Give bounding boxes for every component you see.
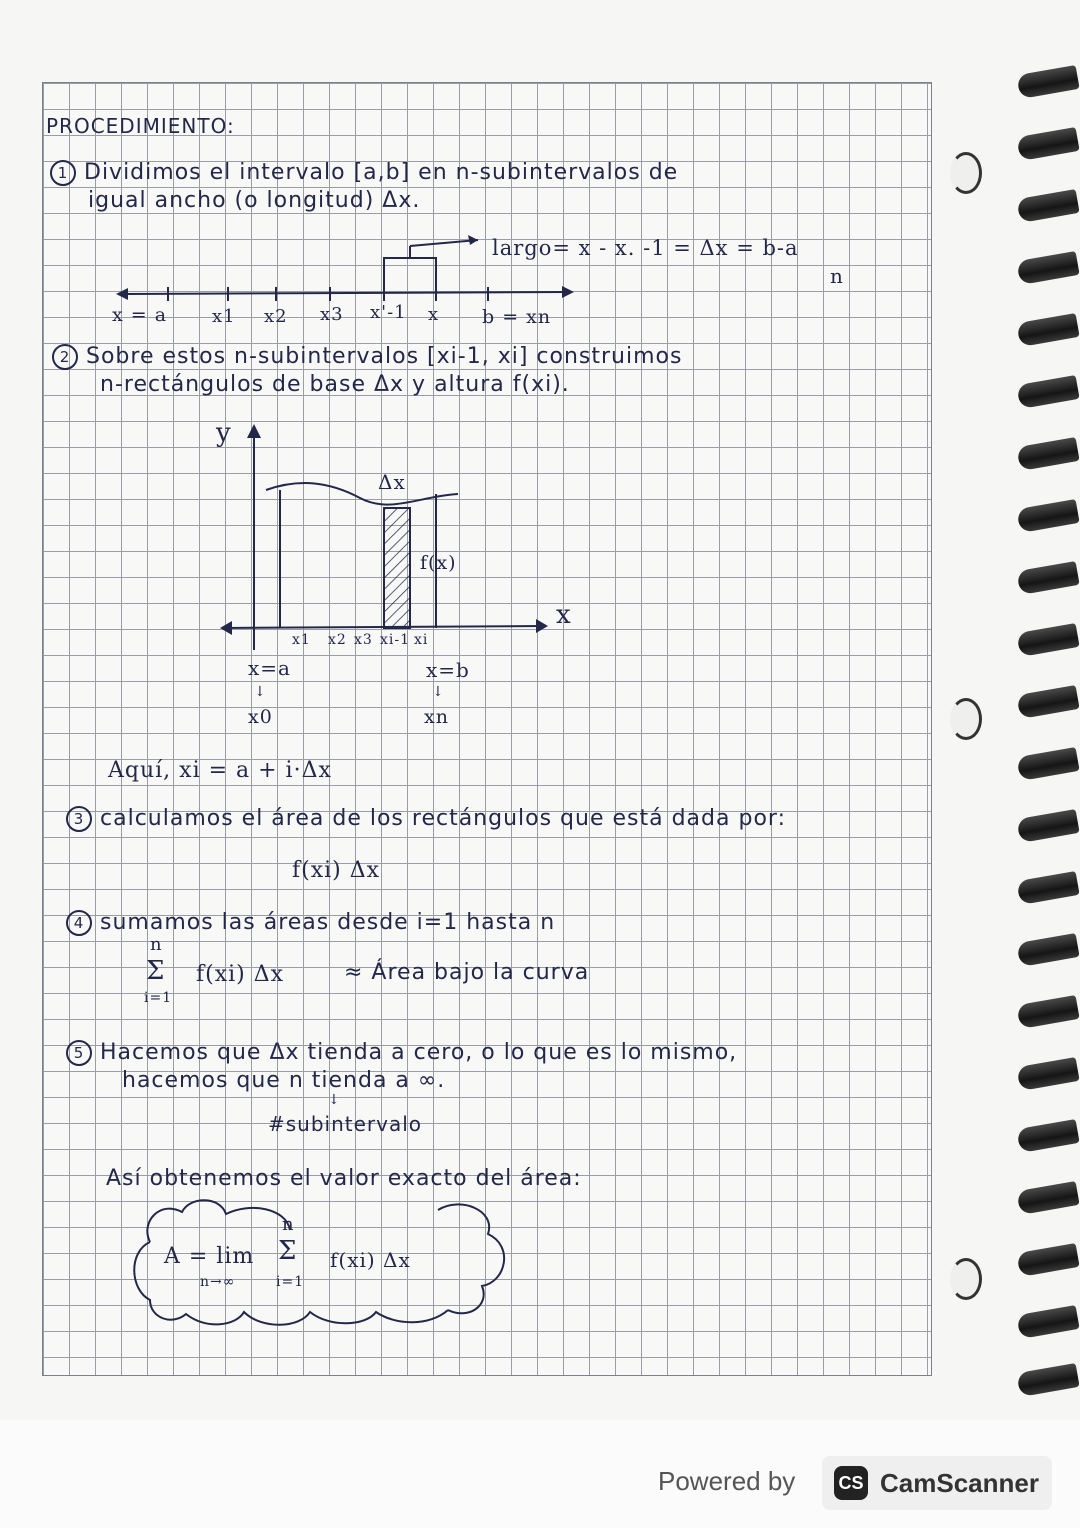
graph-tick-xi: xi xyxy=(414,632,429,648)
axis-label-b: b = xn xyxy=(482,306,552,328)
bracket-arrow xyxy=(410,240,478,246)
subinterval-bracket xyxy=(384,258,436,292)
graph-fx-label: f(x) xyxy=(420,552,457,574)
step4-text: sumamos las áreas desde i=1 hasta n xyxy=(100,910,556,935)
number-line-right-arrow xyxy=(562,286,574,298)
graph-xa: x=a xyxy=(248,656,291,680)
powered-by-text: Powered by xyxy=(658,1466,796,1496)
graph-arrow-b: ↓ xyxy=(432,684,445,700)
graph-tick-x1: x1 xyxy=(292,632,311,648)
step2-line1 xyxy=(52,344,682,370)
step5-text: Hacemos que Δx tienda a cero, o lo que es lo mismo, xyxy=(100,1040,738,1065)
x-axis-left-arrow xyxy=(220,621,232,635)
sum-expression: f(xi) Δx xyxy=(196,962,285,987)
graph-y-label: y xyxy=(216,418,232,448)
axis-label-x1: x1 xyxy=(212,306,236,327)
axis-label-x: x xyxy=(428,304,440,325)
number-line xyxy=(118,292,572,294)
axis-label-x3: x3 xyxy=(320,304,344,325)
graph-x-label: x xyxy=(556,600,572,630)
graph-x0: x0 xyxy=(248,706,273,728)
sum-symbol: Σ xyxy=(146,956,166,986)
graph-xb: x=b xyxy=(426,658,470,682)
step3-text: calculamos el área de los rectángulos que está dada por: xyxy=(100,806,786,831)
sum-bottom: i=1 xyxy=(144,990,173,1006)
step5-arrow: ↓ xyxy=(328,1092,341,1108)
step-number: 3 xyxy=(66,806,92,832)
step4-line xyxy=(66,910,555,936)
final-sum-top: n xyxy=(282,1214,295,1235)
axis-label-x2: x2 xyxy=(264,306,288,327)
graph-tick-x2: x2 xyxy=(328,632,347,648)
largo-denominator: n xyxy=(830,264,844,288)
step3-line xyxy=(66,806,786,832)
final-sum-symbol: Σ xyxy=(278,1236,298,1266)
y-axis-arrow xyxy=(247,424,261,438)
graph-arrow-a: ↓ xyxy=(254,684,267,700)
step2-text: Sobre estos n-subintervalos [xi-1, xi] construimos xyxy=(86,344,683,369)
step1-line2: igual ancho (o longitud) Δx. xyxy=(88,188,421,213)
camscanner-brand: CamScanner xyxy=(880,1468,1039,1498)
step-number: 5 xyxy=(66,1040,92,1066)
step3-formula: f(xi) Δx xyxy=(292,858,381,883)
step-number: 1 xyxy=(50,160,76,186)
final-expression: f(xi) Δx xyxy=(330,1248,411,1272)
number-line-left-arrow xyxy=(116,288,128,300)
step5-line2: hacemos que n tienda a ∞. xyxy=(122,1068,446,1093)
arrow-head xyxy=(468,235,478,245)
camscanner-logo-icon: CS xyxy=(834,1466,868,1500)
final-a-lim: A = lim xyxy=(164,1244,255,1269)
x-axis-arrow xyxy=(536,619,548,633)
riemann-rectangle xyxy=(384,508,410,628)
final-lim-sub: n→∞ xyxy=(200,1274,236,1290)
step2-line2: n-rectángulos de base Δx y altura f(xi). xyxy=(100,372,570,397)
sum-approx: ≈ Área bajo la curva xyxy=(344,960,590,985)
function-curve xyxy=(266,483,458,505)
step5-note: #subintervalo xyxy=(268,1112,423,1136)
largo-formula: largo= x - x. -1 = Δx = b-a xyxy=(492,236,799,260)
page-heading: PROCEDIMIENTO: xyxy=(46,114,235,138)
step5-line1 xyxy=(66,1040,737,1066)
final-sum-bottom: i=1 xyxy=(276,1274,305,1290)
asi-text: Así obtenemos el valor exacto del área: xyxy=(106,1166,582,1191)
step-number: 4 xyxy=(66,910,92,936)
graph-dx-label: Δx xyxy=(378,470,406,494)
axis-label-a: x = a xyxy=(112,304,168,326)
step1-text: Dividimos el intervalo [a,b] en n-subintervalos de xyxy=(84,160,679,185)
aqui-formula: Aquí, xi = a + i·Δx xyxy=(108,758,332,783)
axis-label-xi-1: x'-1 xyxy=(370,302,407,323)
graph-xn: xn xyxy=(424,706,449,728)
step-number: 2 xyxy=(52,344,78,370)
graph-tick-x3: x3 xyxy=(354,632,373,648)
graph-tick-xi-1: xi-1 xyxy=(380,632,411,648)
sum-top: n xyxy=(150,934,163,955)
